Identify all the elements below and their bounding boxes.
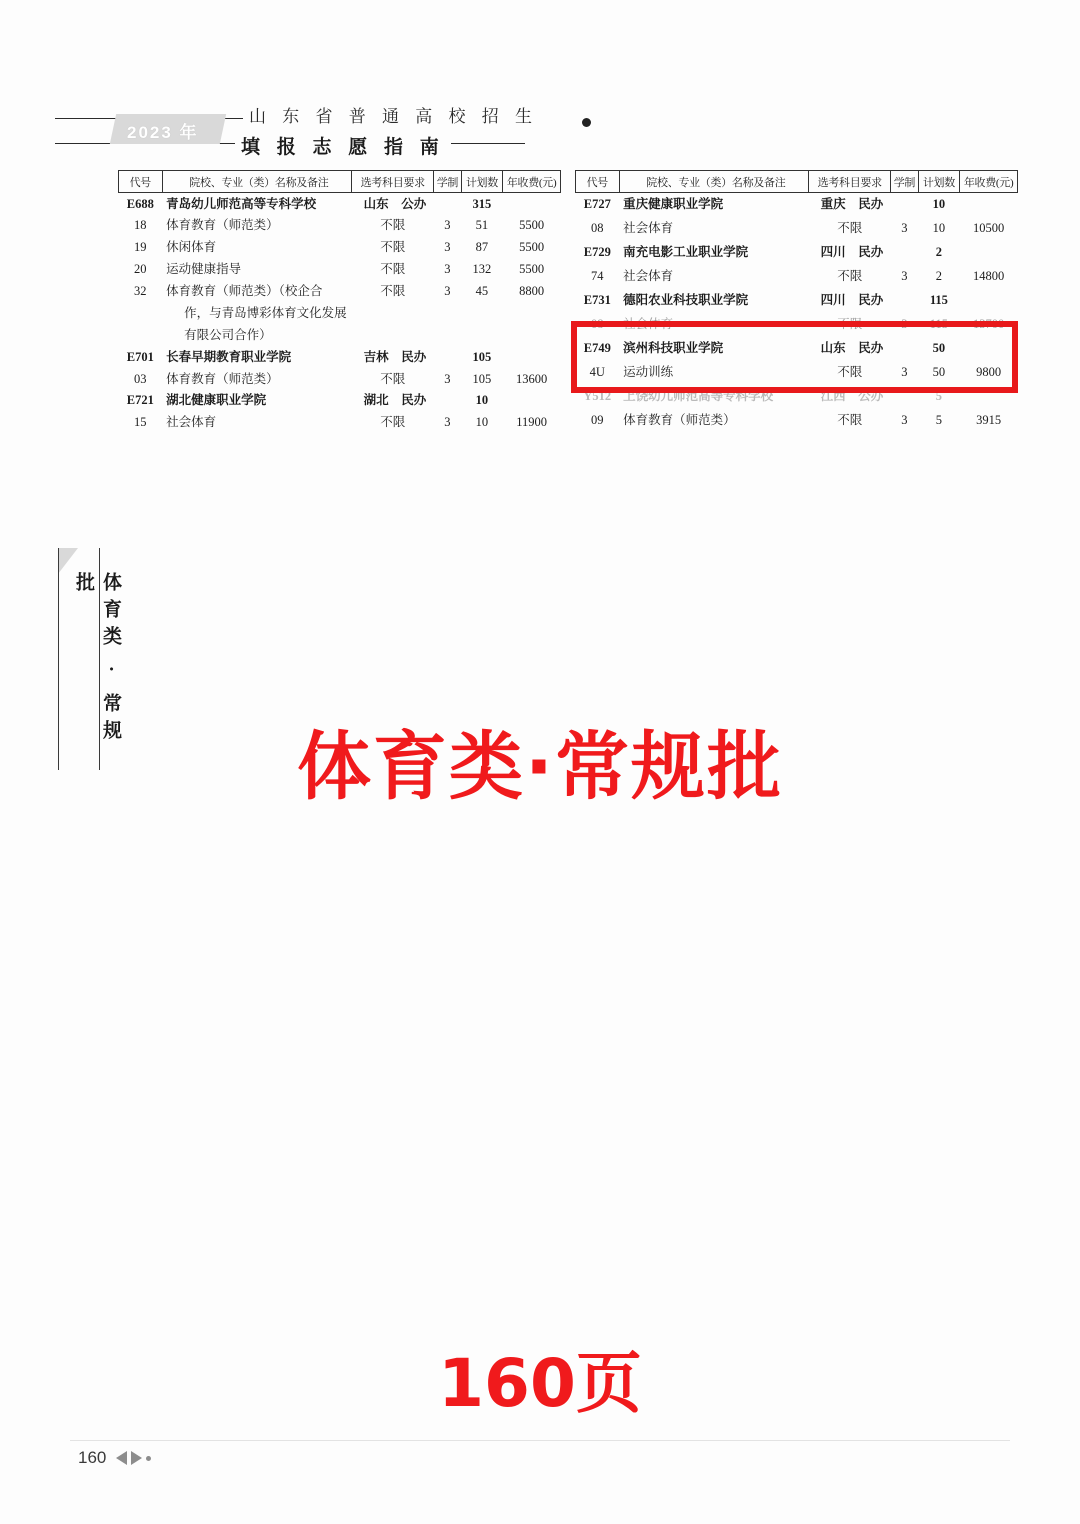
cell-province <box>809 337 891 361</box>
cell-code: E727 <box>583 196 611 211</box>
cell-duration <box>891 193 918 218</box>
cell-province-text: 重庆 <box>820 196 846 211</box>
cell-code: E729 <box>583 244 611 259</box>
cell-duration: 3 <box>901 412 908 427</box>
cell-province <box>809 385 891 409</box>
cell-name: 社会体育 <box>623 220 674 235</box>
cell-name: 体育教育（师范类） <box>166 218 279 233</box>
table-row <box>119 259 561 281</box>
col-fee: 年收费(元) <box>960 171 1018 193</box>
cell-code: E701 <box>126 349 154 364</box>
cell-fee: 5500 <box>519 218 545 233</box>
cell-duration <box>434 346 461 368</box>
cell-duration: 3 <box>901 364 908 379</box>
side-tab-corner-ornament <box>58 548 78 574</box>
cell-name: 体育教育（师范类） <box>623 412 736 427</box>
cell-fee: 8800 <box>519 284 545 298</box>
col-duration: 学制 <box>434 171 461 193</box>
cell-province-text: 吉林 <box>363 349 389 364</box>
cell-fee: 10500 <box>972 220 1005 235</box>
cell-name: 德阳农业科技职业学院 <box>623 292 749 307</box>
header-title-line1: 山 东 省 普 通 高 校 招 生 <box>243 102 544 127</box>
cell-subject: 不限 <box>380 415 406 430</box>
cell-code <box>119 324 163 346</box>
cell-fee: 5500 <box>519 262 545 277</box>
cell-name: 社会体育 <box>166 415 217 430</box>
cell-plan: 87 <box>475 240 489 255</box>
cell-subject: 不限 <box>380 240 406 255</box>
col-code: 代号 <box>119 171 163 193</box>
cell-code: E731 <box>583 292 611 307</box>
triangle-right-icon <box>131 1451 142 1465</box>
col-fee: 年收费(元) <box>503 171 561 193</box>
cell-code: 08 <box>591 316 604 331</box>
table-body-right <box>576 193 1018 434</box>
cell-code: 74 <box>591 268 604 283</box>
cell-province-text: 四川 <box>820 292 846 307</box>
cell-name: 滨州科技职业学院 <box>623 340 724 355</box>
col-name: 院校、专业（类）名称及备注 <box>619 171 809 193</box>
cell-plan <box>461 324 503 346</box>
cell-province-text: 江西 <box>820 388 846 403</box>
year-label: 2023 年 <box>127 123 199 142</box>
cell-plan: 10 <box>932 196 946 211</box>
cell-subject: 不限 <box>837 220 863 235</box>
triangle-left-icon <box>116 1451 127 1465</box>
table-row <box>576 265 1018 289</box>
cell-fee <box>960 241 1018 265</box>
cell-duration <box>434 302 461 324</box>
table-row <box>576 241 1018 265</box>
side-tab-label: 体育类 · 常规批 <box>73 572 121 747</box>
cell-province <box>352 390 434 412</box>
col-code: 代号 <box>576 171 620 193</box>
cell-plan: 315 <box>472 196 492 211</box>
cell-name: 社会体育 <box>623 268 674 283</box>
cell-fee <box>960 337 1018 361</box>
cell-subject <box>352 324 434 346</box>
cell-fee <box>960 193 1018 218</box>
cell-duration <box>891 385 918 409</box>
cell-plan: 105 <box>472 349 492 364</box>
cell-ownership-text: 民办 <box>858 340 884 355</box>
table-row <box>119 390 561 412</box>
table-row <box>119 215 561 237</box>
cell-ownership-text: 民办 <box>858 292 884 307</box>
cell-fee <box>960 385 1018 409</box>
cell-ownership-text: 民办 <box>858 244 884 259</box>
cell-subject: 不限 <box>380 284 406 298</box>
table-row <box>576 385 1018 409</box>
col-duration: 学制 <box>891 171 918 193</box>
cell-fee: 9800 <box>976 364 1002 379</box>
cell-ownership-text: 民办 <box>401 393 427 408</box>
cell-plan: 2 <box>935 244 943 259</box>
table-row <box>576 289 1018 313</box>
cell-subject: 不限 <box>380 371 406 386</box>
cell-province-text: 山东 <box>820 340 846 355</box>
cell-name: 体育教育（师范类）（校企合 <box>166 284 323 298</box>
cell-fee <box>503 193 561 215</box>
cell-subject: 不限 <box>837 364 863 379</box>
cell-province <box>809 193 891 218</box>
cell-name-continued: 作，与青岛博彩体育文化发展 <box>184 305 347 320</box>
cell-duration: 3 <box>444 218 451 233</box>
cell-duration <box>434 390 461 412</box>
cell-fee: 13600 <box>515 371 548 386</box>
cell-duration <box>891 241 918 265</box>
cell-name: 运动健康指导 <box>166 262 242 277</box>
cell-ownership-text: 公办 <box>401 196 427 211</box>
dot-icon <box>146 1456 151 1461</box>
cell-code: 20 <box>134 262 147 277</box>
table-row <box>119 302 561 324</box>
cell-subject: 不限 <box>380 218 406 233</box>
table-row-highlighted <box>576 361 1018 385</box>
cell-code: 15 <box>134 415 147 430</box>
cell-plan: 10 <box>475 393 489 408</box>
cell-duration <box>891 337 918 361</box>
table-row <box>576 313 1018 337</box>
cell-name: 南充电影工业职业学院 <box>623 244 749 259</box>
cell-province <box>352 193 434 215</box>
cell-plan: 105 <box>472 371 492 386</box>
cell-fee: 13700 <box>972 316 1005 331</box>
page-footer <box>78 1448 151 1468</box>
cell-province-text: 四川 <box>820 244 846 259</box>
cell-plan: 2 <box>935 268 943 283</box>
cell-ownership-text: 民办 <box>858 196 884 211</box>
cell-ownership-text: 民办 <box>401 349 427 364</box>
cell-code: 4U <box>589 364 605 379</box>
cell-code: 19 <box>134 240 147 255</box>
cell-code: Y512 <box>583 388 612 403</box>
cell-province-text: 山东 <box>363 196 389 211</box>
cell-fee: 11900 <box>516 415 547 430</box>
cell-duration: 3 <box>444 415 451 430</box>
cell-duration: 3 <box>901 220 908 235</box>
table-row <box>119 193 561 215</box>
cell-subject: 不限 <box>837 412 863 427</box>
table-row <box>119 281 561 303</box>
cell-name: 青岛幼儿师范高等专科学校 <box>166 196 317 211</box>
cell-province <box>809 241 891 265</box>
footer-divider <box>70 1440 1010 1441</box>
cell-code: E749 <box>583 340 611 355</box>
footer-page-number: 160 <box>78 1448 107 1467</box>
cell-name: 社会体育 <box>623 316 674 331</box>
table-row <box>576 217 1018 241</box>
cell-duration: 3 <box>444 284 451 298</box>
cell-plan: 5 <box>935 388 943 403</box>
cell-code: 08 <box>591 220 604 235</box>
cell-duration <box>434 193 461 215</box>
header-title-line2: 填 报 志 愿 指 南 <box>235 132 451 159</box>
cell-fee <box>503 346 561 368</box>
cell-plan: 50 <box>932 364 946 379</box>
cell-duration: 3 <box>444 371 451 386</box>
table-body-left <box>119 193 561 434</box>
cell-fee: 3915 <box>976 412 1002 427</box>
cell-subject: 不限 <box>380 262 406 277</box>
cell-code: 32 <box>134 284 147 298</box>
cell-name: 湖北健康职业学院 <box>166 393 267 408</box>
cell-code: 09 <box>591 412 604 427</box>
cell-fee <box>503 390 561 412</box>
cell-fee <box>960 289 1018 313</box>
listing-table-right <box>575 170 1018 434</box>
table-row <box>119 324 561 346</box>
cell-province-text: 湖北 <box>363 393 389 408</box>
table-row <box>119 237 561 259</box>
annotation-page-callout: 160页 <box>438 1345 642 1422</box>
cell-duration: 3 <box>901 316 908 331</box>
cell-duration <box>891 289 918 313</box>
table-header-row <box>119 171 561 193</box>
cell-duration <box>434 324 461 346</box>
cell-plan: 51 <box>475 218 489 233</box>
listing-tables <box>118 170 1018 434</box>
cell-code: 03 <box>134 371 147 386</box>
cell-plan: 115 <box>929 316 949 331</box>
cell-code: 18 <box>134 218 147 233</box>
cell-fee: 5500 <box>519 240 545 255</box>
cell-fee <box>503 324 561 346</box>
footer-ornament <box>116 1451 151 1465</box>
cell-plan: 115 <box>929 292 948 307</box>
cell-name: 长春早期教育职业学院 <box>166 349 292 364</box>
cell-province <box>809 289 891 313</box>
cell-plan <box>461 302 503 324</box>
cell-subject <box>352 302 434 324</box>
cell-duration: 3 <box>901 268 908 283</box>
cell-duration: 3 <box>444 262 451 277</box>
table-row <box>119 412 561 434</box>
cell-fee <box>503 302 561 324</box>
cell-name: 休闲体育 <box>166 240 217 255</box>
cell-plan: 5 <box>935 412 943 427</box>
cell-name-continued: 有限公司合作） <box>184 327 272 342</box>
cell-plan: 132 <box>472 262 492 277</box>
cell-duration: 3 <box>444 240 451 255</box>
cell-code <box>119 302 163 324</box>
table-row <box>576 409 1018 433</box>
cell-name: 运动训练 <box>623 364 674 379</box>
cell-name: 上饶幼儿师范高等专科学校 <box>623 388 774 403</box>
col-plan: 计划数 <box>918 171 960 193</box>
cell-fee: 14800 <box>972 268 1005 283</box>
annotation-category-title: 体育类·常规批 <box>296 724 784 810</box>
cell-subject: 不限 <box>837 268 863 283</box>
listing-table-left <box>118 170 561 434</box>
table-row-highlighted <box>576 337 1018 361</box>
cell-province <box>352 346 434 368</box>
cell-ownership-text: 公办 <box>858 388 884 403</box>
col-name: 院校、专业（类）名称及备注 <box>162 171 352 193</box>
table-header-row <box>576 171 1018 193</box>
cell-plan: 10 <box>932 220 946 235</box>
cell-plan: 45 <box>475 284 489 298</box>
cell-plan: 10 <box>475 415 489 430</box>
page-header <box>55 100 555 162</box>
table-row <box>119 346 561 368</box>
table-row <box>119 368 561 390</box>
cell-code: E721 <box>126 393 154 408</box>
cell-plan: 50 <box>932 340 946 355</box>
cell-name: 体育教育（师范类） <box>166 371 279 386</box>
cell-subject: 不限 <box>837 316 863 331</box>
header-dot-ornament <box>582 118 591 127</box>
cell-code: E688 <box>126 196 154 211</box>
table-row <box>576 193 1018 218</box>
cell-name: 重庆健康职业学院 <box>623 196 724 211</box>
col-plan: 计划数 <box>461 171 503 193</box>
col-subject: 选考科目要求 <box>352 171 434 193</box>
col-subject: 选考科目要求 <box>809 171 891 193</box>
